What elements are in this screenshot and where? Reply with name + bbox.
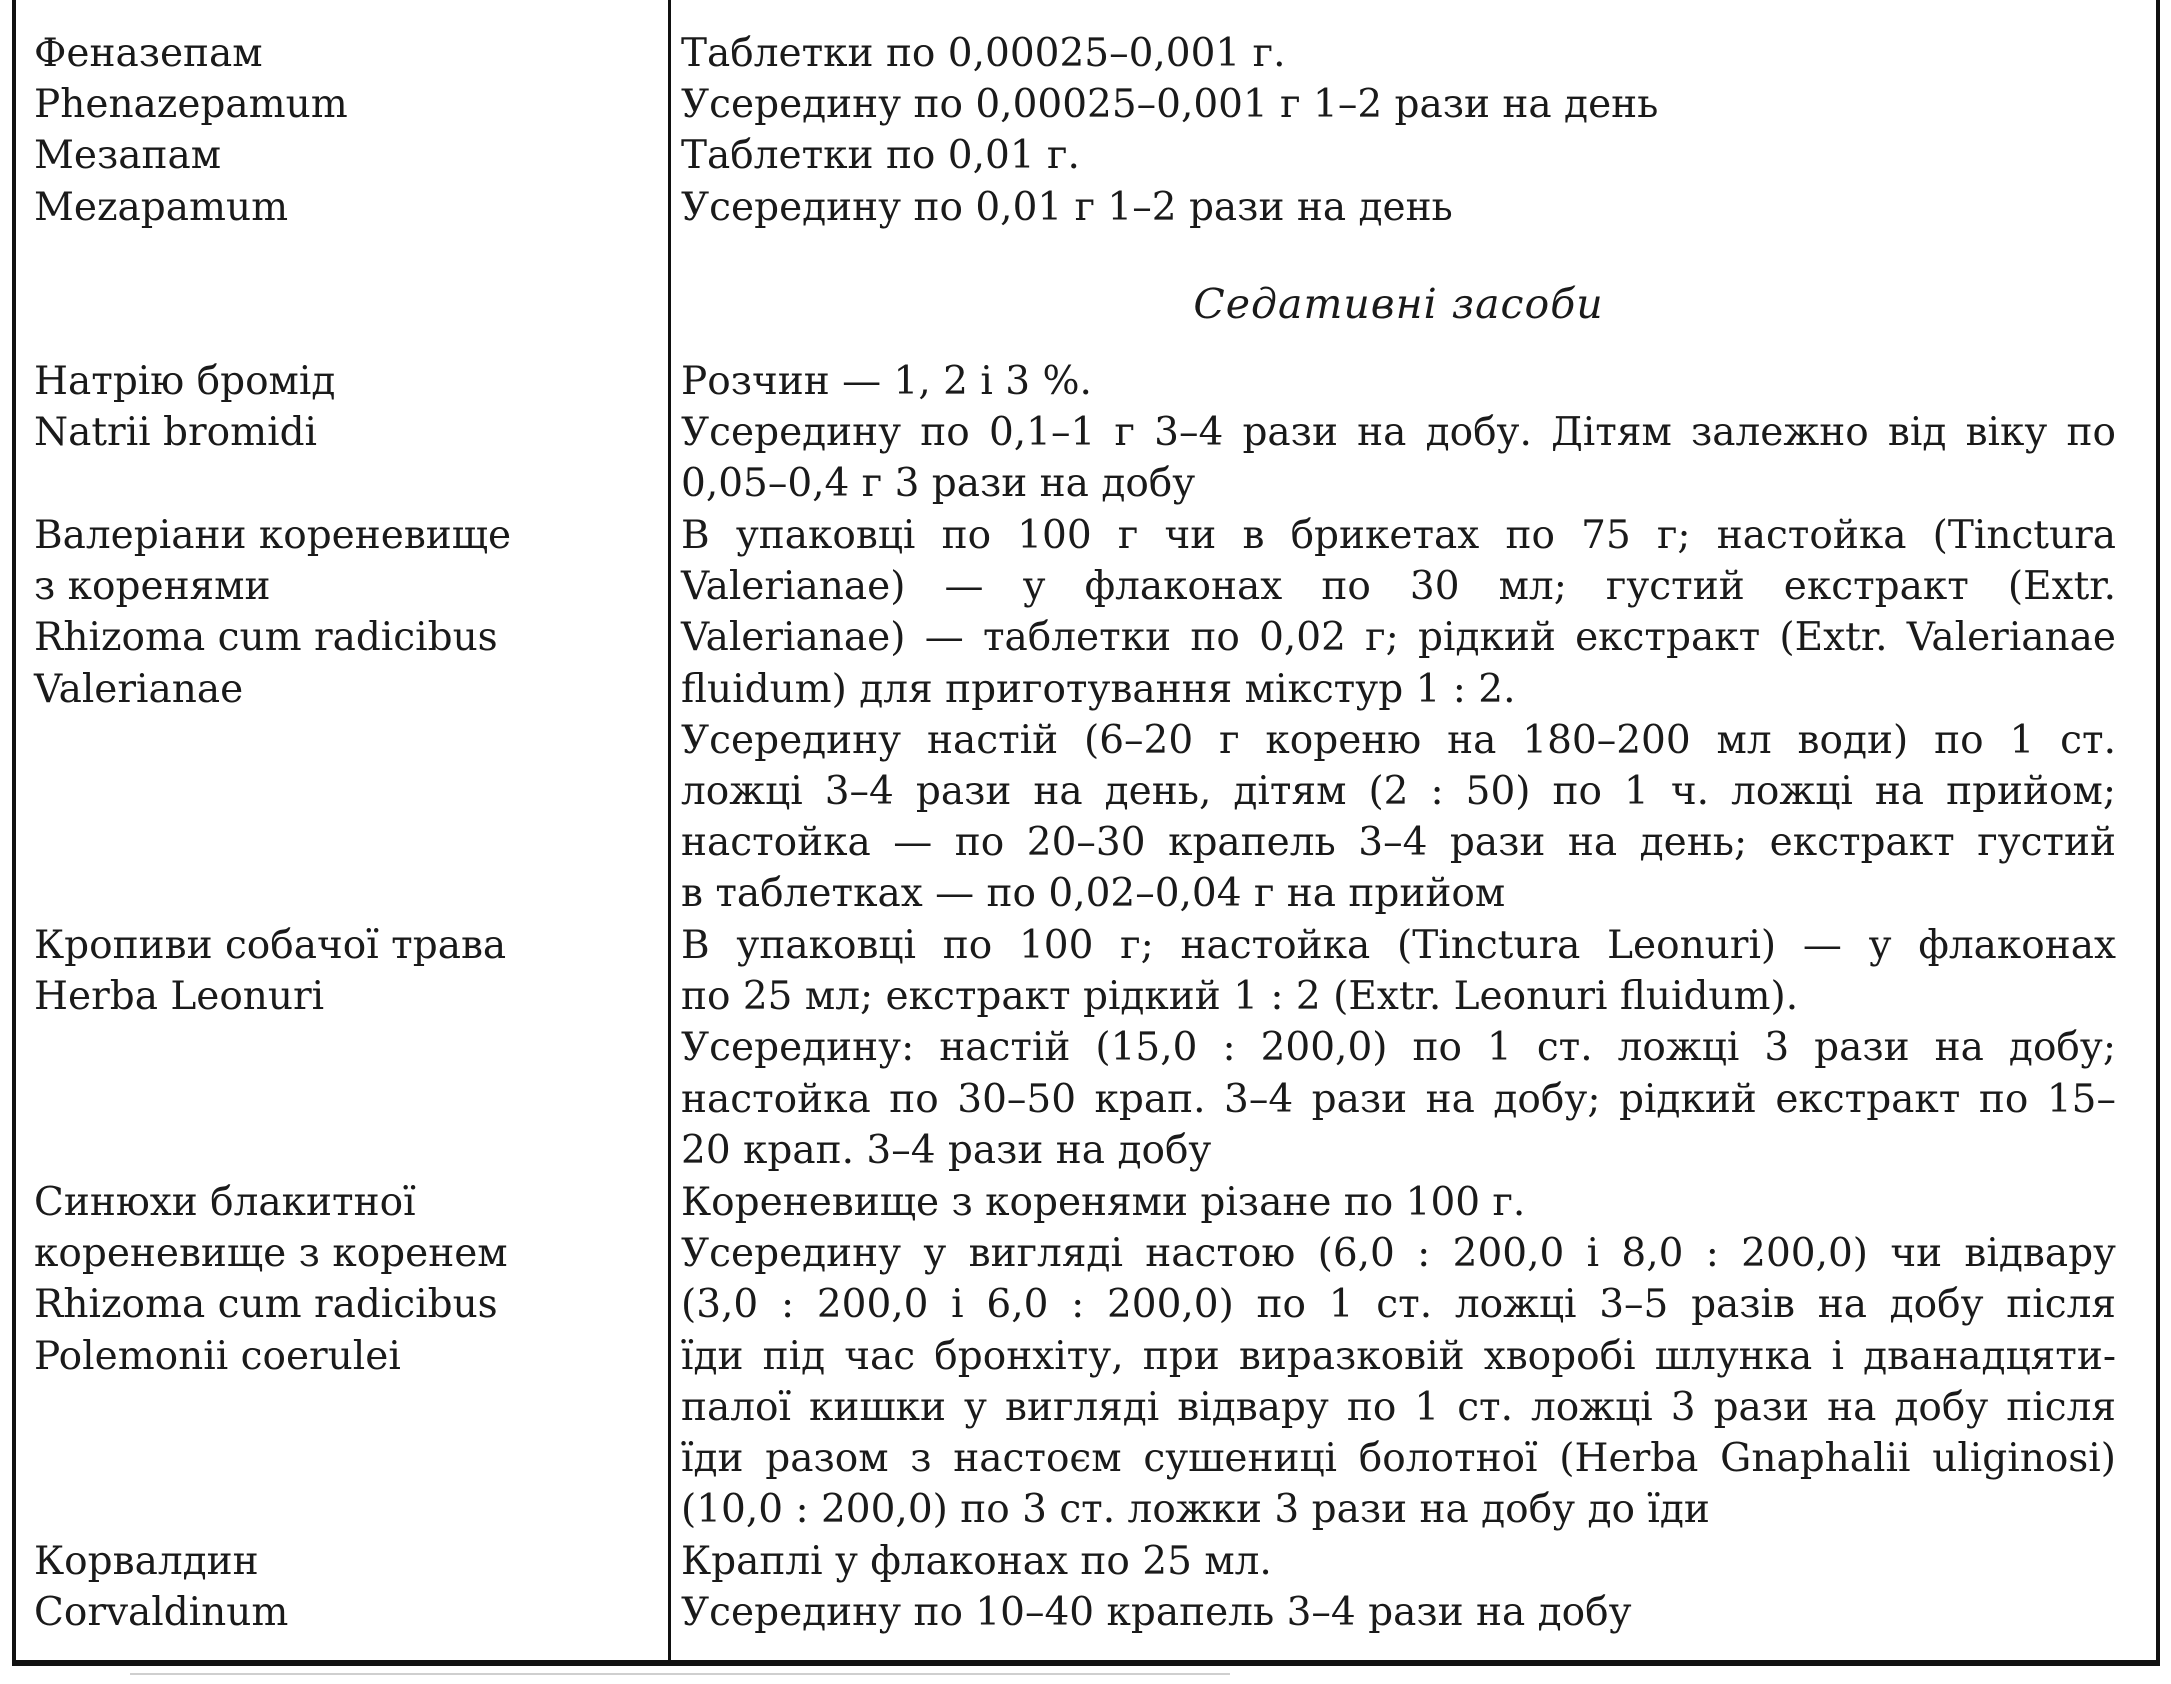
drug-name-line: Rhizoma cum radicibus [34, 615, 498, 661]
bottom-rule [130, 1673, 1230, 1675]
drug-name-line: Феназепам [34, 31, 263, 76]
drug-name-line: Phenazepamum [34, 82, 348, 128]
drug-name-line: Herba Leonuri [34, 974, 325, 1020]
drug-name-cell [34, 920, 654, 1022]
drug-info-line: їди під час бронхіту, при виразковій хворобі шлунка і дванадцяти- [681, 1333, 2116, 1379]
drug-info-line: по 25 мл; екстракт рідкий 1 : 2 (Extr. Leonuri fluidum). [681, 974, 1799, 1020]
drug-name-line: Кропиви собачої трава [34, 923, 507, 968]
drug-info-line: Кореневище з коренями різане по 100 г. [681, 1180, 1526, 1225]
section-title: Седативні засоби [1193, 280, 1604, 328]
drug-name-line: Natrii bromidi [34, 410, 318, 456]
drug-info-cell [681, 920, 2116, 1176]
drug-info-line: Усередину у вигляді настою (6,0 : 200,0 і 8,0 : 200,0) чи відвару [681, 1231, 2116, 1277]
drug-name-line: Натрію бромід [34, 359, 336, 404]
drug-info-line: Усередину по 0,01 г 1–2 рази на день [681, 184, 1453, 230]
drug-info-cell [681, 1177, 2116, 1535]
drug-name-cell [34, 356, 654, 458]
drug-info-line: fluidum) для приготування мікстур 1 : 2. [681, 666, 1516, 712]
drug-info-line: 20 крап. 3–4 рази на добу [681, 1127, 1212, 1173]
drug-info-line: Усередину: настій (15,0 : 200,0) по 1 ст. ложці 3 рази на добу; [681, 1025, 2116, 1071]
drug-info-line: (3,0 : 200,0 і 6,0 : 200,0) по 1 ст. ложці 3–5 разів на добу після [681, 1282, 2116, 1328]
drug-name-cell [34, 1177, 654, 1382]
drug-info-line: Усередину по 10–40 крапель 3–4 рази на добу [681, 1590, 1632, 1636]
drug-info-line: Усередину настій (6–20 г кореню на 180–200 мл води) по 1 ст. [681, 717, 2116, 763]
drug-info-cell [681, 28, 2116, 233]
drug-info-line: В упаковці по 100 г; настойка (Tinctura Leonuri) — у флаконах [681, 923, 2116, 968]
drug-name-line: Polemonii coerulei [34, 1333, 401, 1379]
drug-info-line: ложці 3–4 рази на день, дітям (2 : 50) по 1 ч. ложці на прийом; [681, 769, 2116, 815]
drug-name-cell [34, 1536, 654, 1638]
drug-info-cell [681, 356, 2116, 510]
drug-info-cell [681, 1536, 2116, 1638]
drug-info-line: Розчин — 1, 2 і 3 %. [681, 359, 1092, 404]
drug-info-line: настойка — по 20–30 крапель 3–4 рази на день; екстракт густий [681, 820, 2116, 866]
drug-name-line: Rhizoma cum radicibus [34, 1282, 498, 1328]
column-divider [668, 0, 671, 1666]
drug-table [12, 0, 2160, 1666]
drug-info-line: Усередину по 0,1–1 г 3–4 рази на добу. Дітям залежно від віку по [681, 410, 2116, 456]
drug-info-line: Таблетки по 0,00025–0,001 г. [681, 31, 1286, 76]
drug-info-line: 0,05–0,4 г 3 рази на добу [681, 461, 1196, 507]
drug-info-line: в таблетках — по 0,02–0,04 г на прийом [681, 871, 1506, 917]
drug-name-cell [34, 510, 654, 715]
drug-info-line: (10,0 : 200,0) по 3 ст. ложки 3 рази на добу до їди [681, 1487, 1710, 1533]
drug-name-line: з коренями [34, 564, 271, 610]
drug-name-line: Corvaldinum [34, 1590, 289, 1636]
drug-info-line: Valerianae) — таблетки по 0,02 г; рідкий екстракт (Extr. Valerianae [681, 615, 2116, 661]
drug-name-line: Синюхи блакитної [34, 1180, 416, 1225]
drug-name-line: Мезапам [34, 133, 222, 179]
drug-name-line: кореневище з коренем [34, 1231, 508, 1277]
drug-info-line: Усередину по 0,00025–0,001 г 1–2 рази на день [681, 82, 1659, 128]
drug-name-line: Валеріани кореневище [34, 513, 512, 558]
drug-info-line: настойка по 30–50 крап. 3–4 рази на добу; рідкий екстракт по 15– [681, 1076, 2116, 1122]
drug-info-line: В упаковці по 100 г чи в брикетах по 75 г; настойка (Tinctura [681, 513, 2116, 558]
drug-name-line: Mezapamum [34, 184, 289, 230]
drug-name-line: Корвалдин [34, 1539, 259, 1584]
drug-name-line: Valerianae [34, 666, 244, 712]
drug-info-cell [681, 510, 2116, 920]
drug-info-line: Таблетки по 0,01 г. [681, 133, 1080, 179]
drug-info-line: Valerianae) — у флаконах по 30 мл; густий екстракт (Extr. [681, 564, 2116, 610]
drug-info-line: Краплі у флаконах по 25 мл. [681, 1539, 1272, 1584]
drug-info-line: палої кишки у вигляді відвару по 1 ст. ложці 3 рази на добу після [681, 1384, 2116, 1430]
drug-info-line: їди разом з настоєм сушениці болотної (Herba Gnaphalii uliginosi) [681, 1436, 2116, 1482]
drug-name-cell [34, 28, 654, 233]
